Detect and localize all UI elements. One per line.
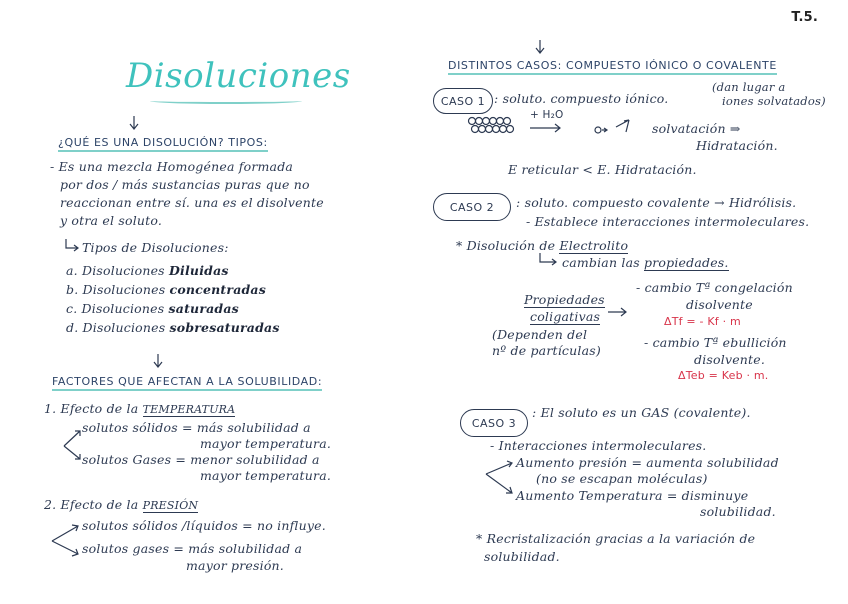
factor-temperature-heading: 1. Efecto de la TEMPERATURA bbox=[44, 401, 236, 416]
case-2-text: - Establece interacciones intermoleculares. bbox=[526, 214, 810, 229]
type-item: b. Disoluciones concentradas bbox=[66, 282, 266, 297]
definition-line: reaccionan entre sí. una es el disolvente bbox=[60, 195, 324, 210]
definition-line: - Es una mezcla Homogénea formada bbox=[50, 159, 294, 174]
case-3-line: solubilidad. bbox=[700, 504, 776, 519]
case-1-note: (dan lugar a bbox=[712, 80, 786, 94]
case-3-line: (no se escapan moléculas) bbox=[536, 471, 708, 486]
recrystallization-line: * Recristalización gracias a la variación de bbox=[476, 531, 756, 546]
branch-arrow-icon bbox=[52, 541, 78, 556]
factor-line: mayor temperatura. bbox=[200, 468, 332, 483]
boiling-formula: ΔTeb = Keb · m. bbox=[678, 369, 769, 382]
hook-arrow-icon bbox=[540, 253, 556, 265]
factor-line: mayor temperatura. bbox=[200, 436, 332, 451]
branch-arrow-icon bbox=[52, 525, 78, 541]
electrolyte-change: cambian las propiedades. bbox=[562, 255, 729, 270]
reaction-arrow-icon bbox=[530, 124, 560, 132]
colligative-note: (Dependen del bbox=[492, 327, 588, 342]
type-item: a. Disoluciones Diluidas bbox=[66, 263, 229, 278]
colligative-label: Propiedades bbox=[524, 292, 605, 307]
property-line: disolvente. bbox=[694, 352, 766, 367]
cases-heading: DISTINTOS CASOS: COMPUESTO IÓNICO O COVALENTE bbox=[448, 59, 777, 75]
factor-line: solutos gases = más solubilidad a bbox=[82, 541, 303, 556]
factor-pressure-heading: 2. Efecto de la PRESIÓN bbox=[44, 497, 199, 512]
case-1-text: : soluto. compuesto iónico. bbox=[494, 91, 669, 106]
hydration-arrow-icon bbox=[616, 120, 629, 132]
down-arrow-icon bbox=[536, 40, 544, 53]
energy-text: E reticular < E. Hidratación. bbox=[508, 162, 697, 177]
case-2-text: : soluto. compuesto covalente → Hidrólisis. bbox=[516, 195, 797, 210]
case-3-line: - Interacciones intermoleculares. bbox=[490, 438, 707, 453]
electrolyte-heading: * Disolución de Electrolito bbox=[456, 238, 629, 253]
definition-line: y otra el soluto. bbox=[60, 213, 163, 228]
factor-line: solutos sólidos = más solubilidad a bbox=[82, 420, 311, 435]
case-3-label: CASO 3 bbox=[460, 409, 528, 437]
colligative-note: nº de partículas) bbox=[492, 343, 601, 358]
types-intro: Tipos de Disoluciones: bbox=[82, 240, 229, 255]
title-underline bbox=[150, 98, 302, 104]
hydration-text: Hidratación. bbox=[696, 138, 778, 153]
ion-icon bbox=[595, 127, 601, 133]
solvation-text: solvatación ⇒ bbox=[652, 121, 741, 136]
recrystallization-line: solubilidad. bbox=[484, 549, 560, 564]
case-1-note: iones solvatados) bbox=[722, 94, 826, 108]
factor-line: solutos Gases = menor solubilidad a bbox=[82, 452, 320, 467]
freezing-formula: ΔTf = - Kf · m bbox=[664, 315, 741, 328]
case-3-text: : El soluto es un GAS (covalente). bbox=[532, 405, 751, 420]
type-item: d. Disoluciones sobresaturadas bbox=[66, 320, 280, 335]
down-arrow-icon bbox=[130, 116, 138, 129]
factor-line: mayor presión. bbox=[186, 558, 284, 573]
branch-arrow-icon bbox=[64, 431, 80, 446]
hook-arrow-icon bbox=[66, 239, 78, 251]
right-arrow-icon bbox=[608, 308, 626, 316]
colligative-label: coligativas bbox=[530, 309, 601, 324]
property-line: - cambio Tª ebullición bbox=[644, 335, 787, 350]
case-1-label: CASO 1 bbox=[433, 88, 493, 114]
case-3-line: Aumento Temperatura = disminuye bbox=[516, 488, 749, 503]
case-3-line: Aumento presión = aumenta solubilidad bbox=[516, 455, 779, 470]
factors-heading: FACTORES QUE AFECTAN A LA SOLUBILIDAD: bbox=[52, 375, 322, 391]
property-line: disolvente bbox=[686, 297, 753, 312]
type-item: c. Disoluciones saturadas bbox=[66, 301, 239, 316]
down-arrow-icon bbox=[154, 354, 162, 367]
page-label: T.5. bbox=[791, 10, 818, 25]
definition-line: por dos / más sustancias puras que no bbox=[60, 177, 310, 192]
case-2-label: CASO 2 bbox=[433, 193, 511, 221]
branch-arrow-icon bbox=[486, 461, 512, 474]
branch-arrow-icon bbox=[64, 446, 80, 459]
branch-arrow-icon bbox=[486, 474, 512, 493]
ionic-lattice-icon bbox=[469, 118, 514, 133]
definition-heading: ¿QUÉ ES UNA DISOLUCIÓN? TIPOS: bbox=[58, 136, 268, 152]
water-label: + H₂O bbox=[530, 109, 564, 121]
factor-line: solutos sólidos /líquidos = no influye. bbox=[82, 518, 326, 533]
property-line: - cambio Tª congelación bbox=[636, 280, 793, 295]
page-title: Disoluciones bbox=[126, 56, 351, 96]
